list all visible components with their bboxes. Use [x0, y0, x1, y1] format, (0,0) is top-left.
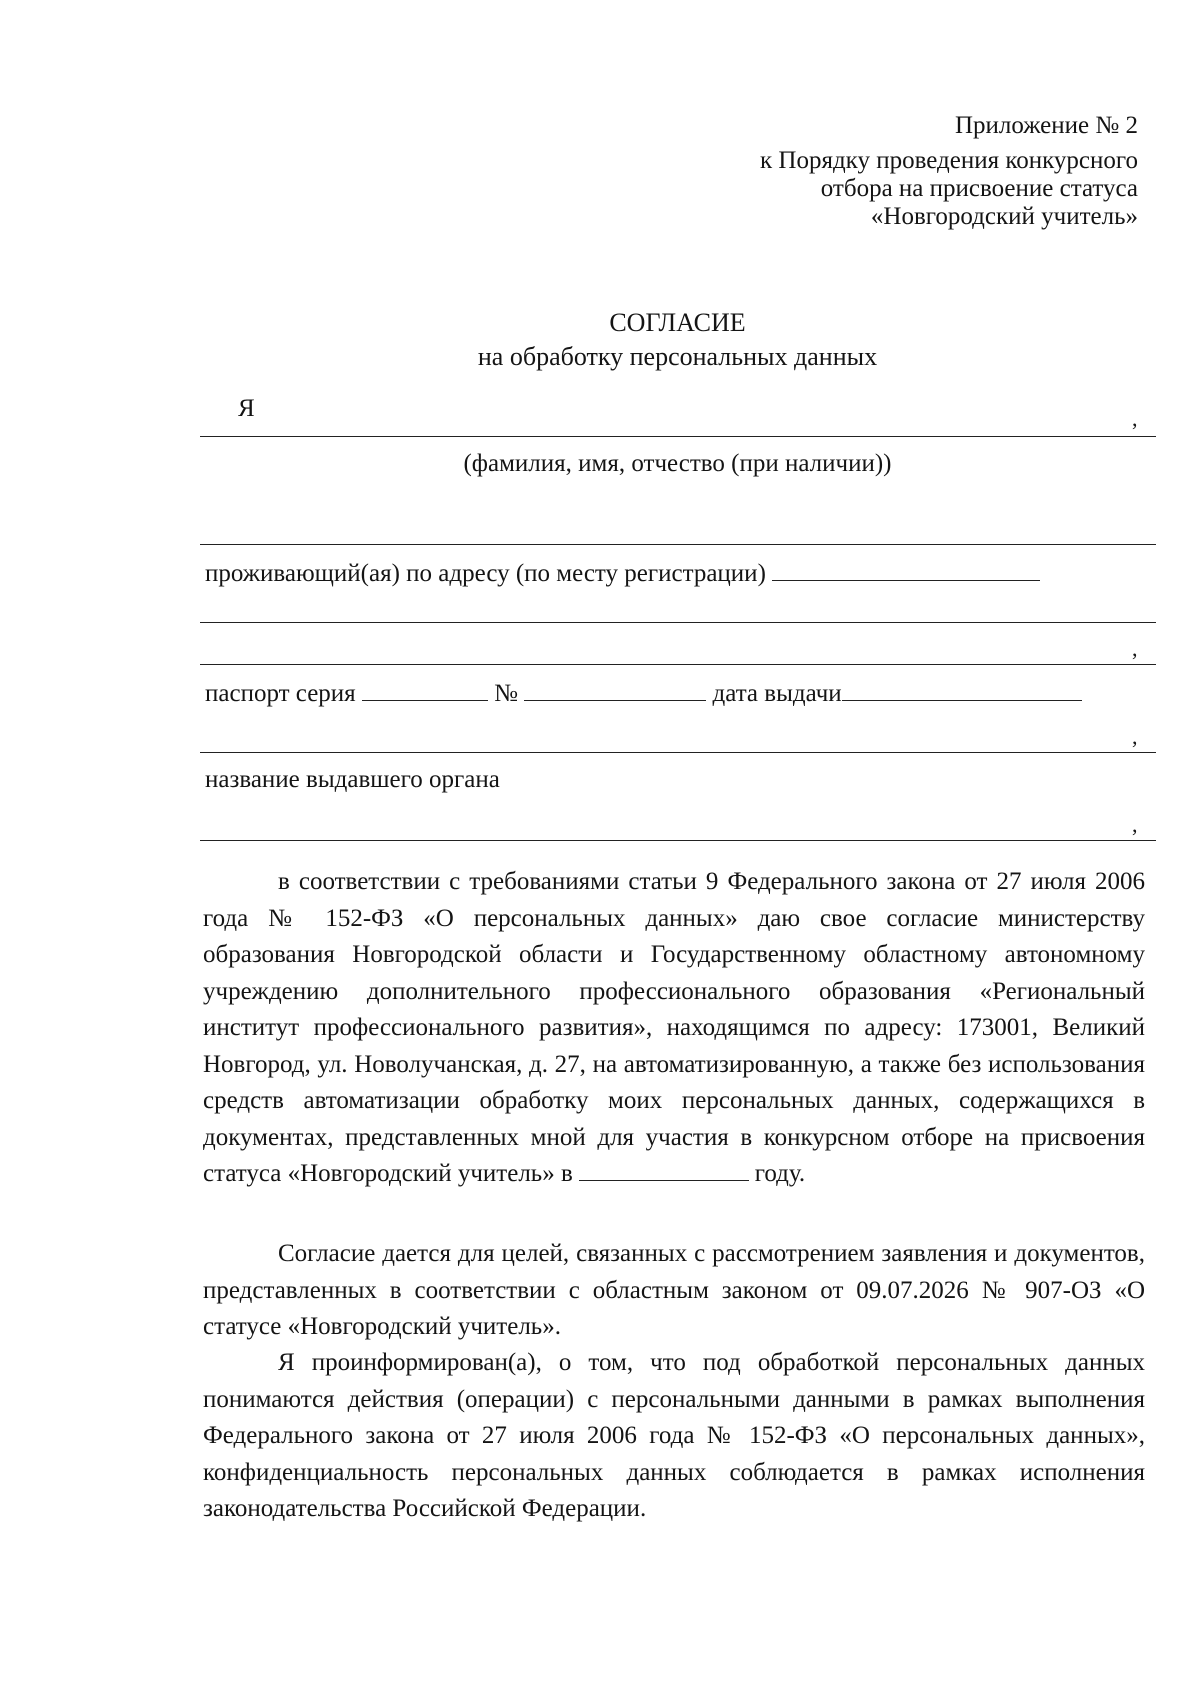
fio-comma: ,	[1132, 406, 1138, 431]
annex-ref-line-2: отбора на присвоение статуса	[820, 175, 1138, 202]
address-line-3[interactable]	[200, 664, 1156, 665]
consent-paragraph-3	[203, 1345, 1145, 1528]
issuer-label: название выдавшего органа	[205, 766, 500, 793]
passport-series-field[interactable]	[362, 680, 488, 701]
passport-number-label: №	[494, 680, 519, 707]
fio-caption: (фамилия, имя, отчество (при наличии))	[463, 450, 892, 477]
address-field-line[interactable]	[772, 560, 1040, 581]
issuer-field-line[interactable]	[200, 840, 1156, 841]
annex-header	[438, 112, 1138, 231]
consent-paragraph-1	[203, 864, 1145, 1193]
consent-paragraph-2-text: Согласие дается для целей, связанных с рассмотрением заявления и документов, представленных в соответствии с областным законом от 09.07.2026 № 907-ОЗ «О статусе «Новгородский учитель».	[203, 1240, 1145, 1340]
annex-ref-line-1: к Порядку проведения конкурсного	[760, 147, 1138, 174]
document-subtitle: на обработку персональных данных	[477, 342, 878, 371]
passport-number-field[interactable]	[524, 680, 706, 701]
consent-paragraph-2	[203, 1236, 1145, 1346]
passport-extra-line[interactable]	[200, 752, 1156, 753]
annex-ref-line-3: «Новгородский учитель»	[870, 203, 1138, 230]
passport-row	[205, 680, 1082, 708]
fio-extra-line[interactable]	[200, 544, 1156, 545]
address-comma: ,	[1132, 636, 1138, 661]
address-line-2[interactable]	[200, 622, 1156, 623]
i-label: Я	[238, 395, 255, 422]
year-field[interactable]	[579, 1160, 749, 1181]
issue-date-field[interactable]	[842, 680, 1082, 701]
annex-number: Приложение № 2	[954, 112, 1138, 139]
year-suffix: году.	[754, 1160, 806, 1187]
document-title: СОГЛАСИЕ	[609, 308, 746, 337]
issuer-comma: ,	[1132, 812, 1138, 837]
consent-paragraph-3-text: Я проинформирован(а), о том, что под обработкой персональных данных понимаются действия (операции) с персональными данными в рамках выполнения Федерального закона от 27 июля 2006 года № 152-ФЗ «О персональных данных», конфиденциальность персональных данных соблюдается в рамках исполнения законодательства Российской Федерации.	[203, 1349, 1145, 1522]
fio-field-line[interactable]	[200, 436, 1156, 437]
issue-date-label: дата выдачи	[712, 680, 842, 707]
passport-series-label: паспорт серия	[205, 680, 356, 707]
address-label	[205, 560, 1040, 588]
consent-paragraph-1-text: в соответствии с требованиями статьи 9 Федерального закона от 27 июля 2006 года № 152-ФЗ «О персональных данных» даю свое согласие министерству образования Новгородской области и Государственному областному автономному учреждению дополнительного профессионального образования «Региональный институт профессионального развития», находящимся по адресу: 173001, Великий Новгород, ул. Новолучанская, д. 27, на автоматизированную, а также без использования средств автоматизации обработку моих персональных данных, содержащихся в документах, представленных мной для участия в конкурсном отборе на присвоения статуса «Новгородский учитель» в	[203, 868, 1145, 1187]
address-label-text: проживающий(ая) по адресу (по месту регистрации)	[205, 560, 766, 587]
passport-comma: ,	[1132, 724, 1138, 749]
